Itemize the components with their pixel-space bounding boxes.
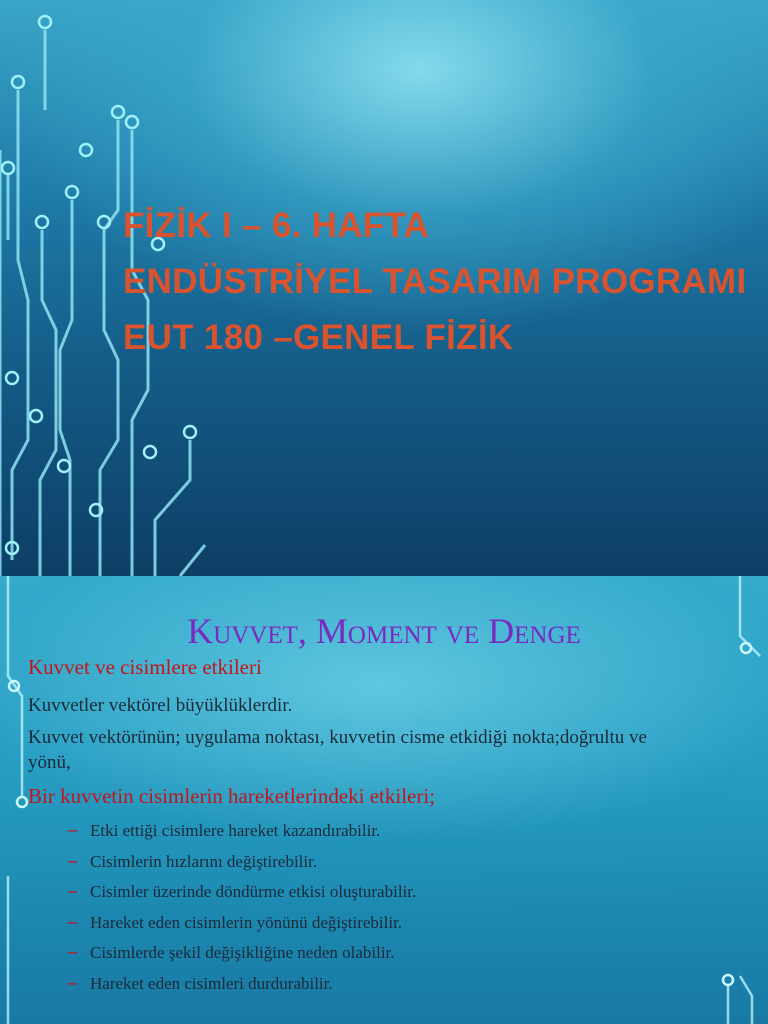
list-item: – Hareket eden cisimlerin yönünü değiştirebilir.	[68, 908, 416, 939]
effects-list	[68, 816, 416, 999]
list-item: – Cisimler üzerinde döndürme etkisi oluşturabilir.	[68, 877, 416, 908]
bullet-dash: –	[68, 910, 77, 931]
effects-heading: Bir kuvvetin cisimlerin hareketlerindeki etkileri;	[28, 784, 436, 808]
title-line-course: FİZİK I – 6. HAFTA	[123, 206, 430, 245]
bullet-dash: –	[68, 880, 77, 900]
list-item: – Cisimlerin hızlarını değiştirebilir.	[68, 847, 416, 878]
bullet-dash: –	[68, 941, 77, 961]
bullet-dash: –	[68, 849, 77, 870]
title-block	[123, 198, 747, 366]
subheading: Kuvvet ve cisimlere etkileri	[28, 655, 262, 679]
bullet-dash: –	[68, 819, 77, 839]
content-slide	[0, 576, 768, 1024]
paragraph-vector-definition: Kuvvet vektörünün; uygulama noktası, kuvvetin cisme etkidiği nokta;doğrultu ve yönü,	[28, 727, 647, 773]
title-line-program: ENDÜSTRİYEL TASARIM PROGRAMI	[123, 262, 747, 301]
list-item: – Cisimlerde şekil değişikliğine neden olabilir.	[68, 938, 416, 969]
list-item: – Etki ettiği cisimlere hareket kazandırabilir.	[68, 816, 416, 847]
bullet-dash: –	[68, 971, 77, 992]
list-item: – Hareket eden cisimleri durdurabilir.	[68, 969, 416, 1000]
title-line-code: EUT 180 –GENEL FİZİK	[123, 318, 514, 357]
paragraph-vector: Kuvvetler vektörel büyüklüklerdir.	[28, 695, 293, 716]
slide-heading: Kuvvet, Moment ve Denge	[187, 611, 581, 651]
